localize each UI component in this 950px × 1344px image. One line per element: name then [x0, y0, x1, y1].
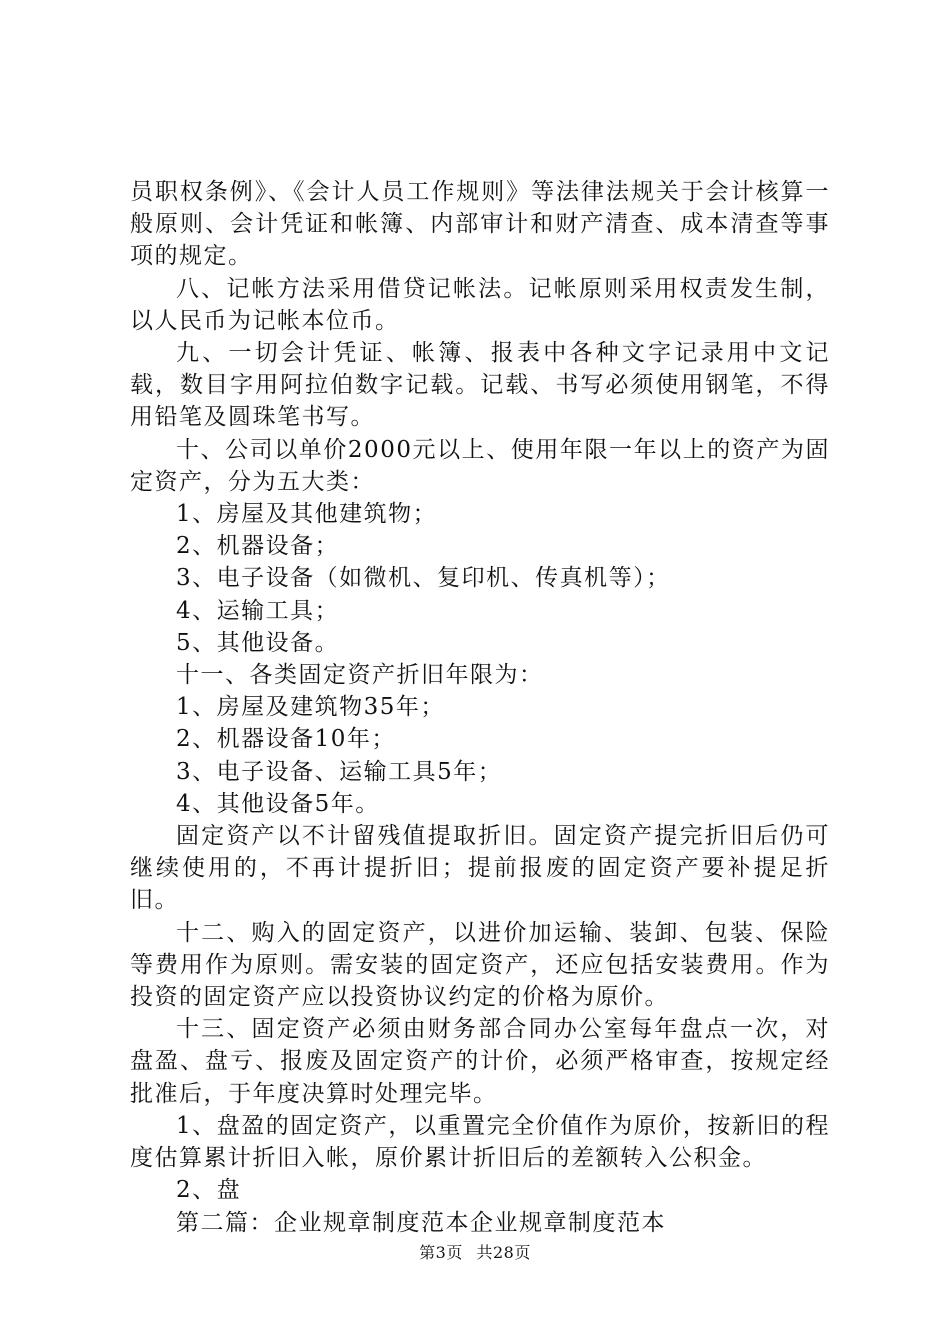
- page-number: 第3页: [419, 1243, 463, 1262]
- page-footer: [0, 1243, 950, 1263]
- list-item: 2、机器设备；: [176, 533, 340, 560]
- document-body: [130, 176, 830, 1239]
- list-item: 1、房屋及建筑物35年；: [176, 694, 445, 721]
- page-total: 共28页: [476, 1243, 531, 1262]
- paragraph-article-13-item-2: 2、盘: [176, 1177, 242, 1204]
- paragraph-continuation: 员职权条例》、《会计人员工作规则》等法律法规关于会计核算一般原则、会计凭证和帐簿、内部审计和财产清查、成本清查等事项的规定。: [130, 179, 830, 270]
- paragraph-article-13-item-1: 1、盘盈的固定资产，以重置完全价值作为原价，按新旧的程度估算累计折旧入帐，原价累计折旧后的差额转入公积金。: [130, 1112, 830, 1172]
- paragraph-article-12: 十二、购入的固定资产，以进价加运输、装卸、包装、保险等费用作为原则。需安装的固定资产，还应包括安装费用。作为投资的固定资产应以投资协议约定的价格为原价。: [130, 919, 830, 1011]
- paragraph-article-10: 十、公司以单价2000元以上、使用年限一年以上的资产为固定资产，分为五大类：: [130, 436, 830, 495]
- paragraph-article-13: 十三、固定资产必须由财务部合同办公室每年盘点一次，对盘盈、盘亏、报废及固定资产的计价，必须严格审查，按规定经批准后，于年度决算时处理完毕。: [130, 1016, 830, 1107]
- paragraph-article-8: 八、记帐方法采用借贷记帐法。记帐原则采用权责发生制，以人民币为记帐本位币。: [130, 275, 830, 334]
- list-item: 5、其他设备。: [176, 629, 340, 656]
- list-item: 2、机器设备10年；: [176, 726, 396, 753]
- list-item: 4、运输工具；: [176, 597, 340, 624]
- list-item: 3、电子设备、运输工具5年；: [176, 758, 503, 785]
- paragraph-article-9: 九、一切会计凭证、帐簿、报表中各种文字记录用中文记载，数目字用阿拉伯数字记载。记载、书写必须使用钢笔，不得用铅笔及圆珠笔书写。: [130, 340, 830, 431]
- list-item: 1、房屋及其他建筑物；: [176, 501, 438, 528]
- section-heading-part-two: 第二篇：企业规章制度范本企业规章制度范本: [176, 1209, 666, 1236]
- paragraph-depreciation-note: 固定资产以不计留残值提取折旧。固定资产提完折旧后仍可继续使用的，不再计提折旧；提前报废的固定资产要补提足折旧。: [130, 823, 830, 914]
- list-item: 3、电子设备（如微机、复印机、传真机等）；: [176, 565, 671, 592]
- list-item: 4、其他设备5年。: [176, 790, 380, 817]
- paragraph-article-11: 十一、各类固定资产折旧年限为：: [176, 662, 544, 689]
